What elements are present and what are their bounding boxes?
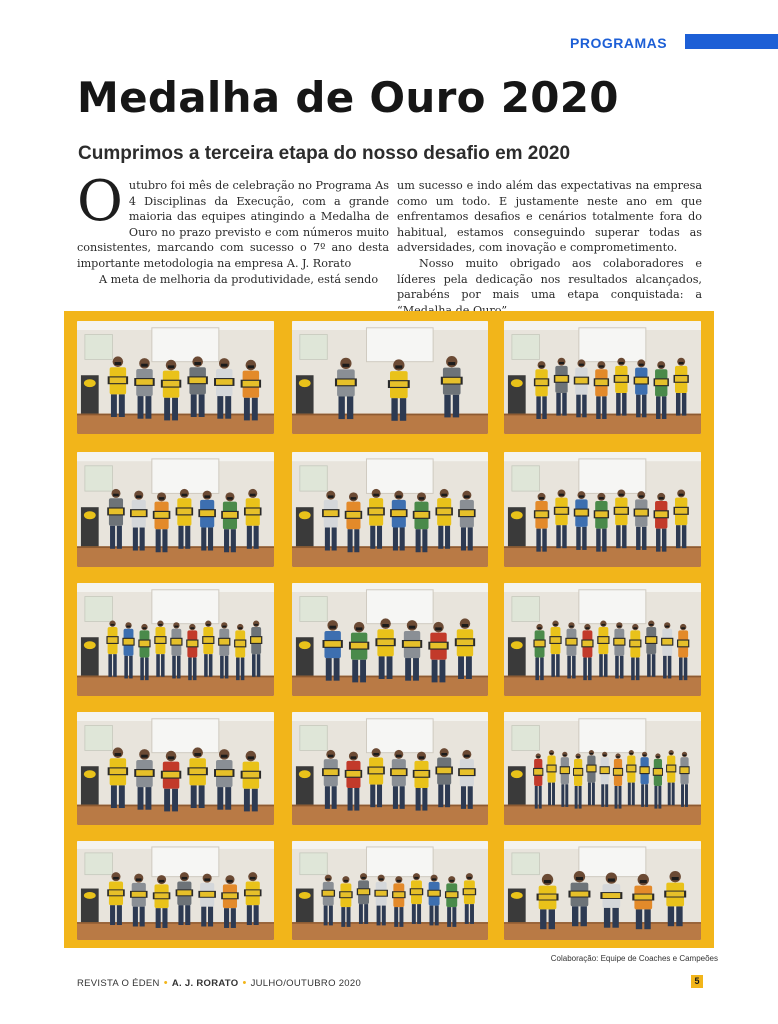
paragraph-1: utubro foi mês de celebração no Programa As 4 Disciplinas da Execução, com a grande maioria das equipes atingindo a Medalha de Ouro no prazo previsto e com números muito consistentes, marcando com sucesso o 7º ano desta importante metodologia na empresa A. J. Rorato: [77, 179, 389, 270]
team-photo-12: [504, 712, 701, 825]
paragraph-3: Nosso muito obrigado aos colaboradores e líderes pela dedicação nos resultados alcançados, parabéns por mais uma etapa conquistada: a: [397, 256, 702, 302]
photo-credit: Colaboração: Equipe de Coaches e Campeões: [550, 954, 718, 963]
team-photo-11: [292, 712, 488, 825]
page-footer: [77, 977, 361, 989]
drop-cap: O: [77, 169, 123, 234]
team-photo-8: [292, 583, 488, 696]
team-photo-5: [292, 452, 488, 567]
section-label: PROGRAMAS: [570, 34, 668, 51]
page-number: 5: [691, 975, 703, 988]
team-photo-4: [77, 452, 274, 567]
team-photo-2: [292, 321, 488, 434]
team-photo-15: [504, 841, 701, 940]
edition-date: JULHO/OUTUBRO 2020: [250, 977, 362, 989]
team-photo-9: [504, 583, 701, 696]
team-photo-3: [504, 321, 701, 434]
magazine-name: REVISTA O ÉDEN: [77, 977, 160, 989]
company-name: A. J. RORATO: [171, 977, 239, 989]
team-photo-1: [77, 321, 274, 434]
photo-gallery-panel: [64, 311, 714, 948]
article-column-right: [397, 178, 702, 318]
section-tag: [560, 33, 667, 52]
section-accent-bar: [685, 34, 778, 49]
team-photo-10: [77, 712, 274, 825]
paragraph-2: A meta de melhoria da produtividade, está sendo: [99, 272, 379, 286]
paragraph-2-continued: um sucesso e indo além das expectativas na empresa como um todo. E justamente neste ano em que enfrentamos desafios e cenários totalmente fora do habitual, estamos conseguindo superar todas as adversidades, com inovação e comprometimento.: [397, 179, 702, 255]
team-photo-7: [77, 583, 274, 696]
footer-separator: •: [163, 977, 168, 989]
article-title: Medalha de Ouro 2020: [77, 73, 619, 122]
team-photo-13: [77, 841, 274, 940]
footer-separator-2: •: [242, 977, 247, 989]
article-subtitle: Cumprimos a terceira etapa do nosso desafio em 2020: [78, 143, 571, 164]
article-column-left: [77, 169, 389, 287]
team-photo-14: [292, 841, 488, 940]
team-photo-6: [504, 452, 701, 567]
